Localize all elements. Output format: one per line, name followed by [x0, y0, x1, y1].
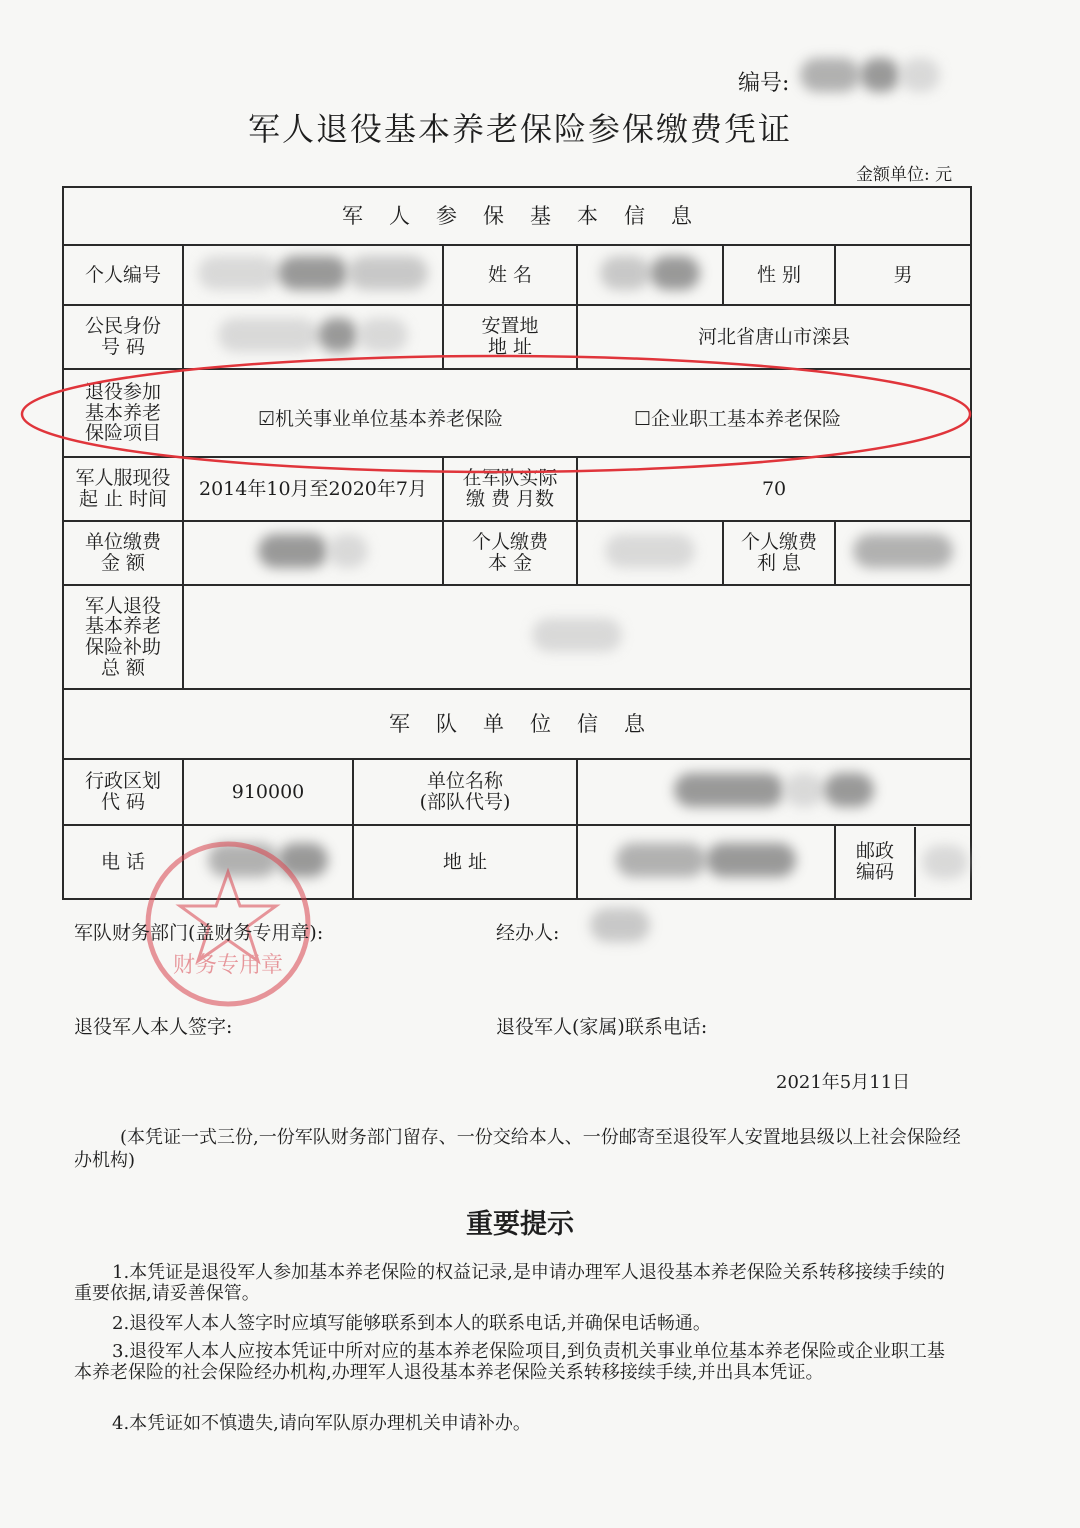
id-card-label-line2: 号 码 [100, 336, 146, 358]
annotation-ellipse [22, 356, 970, 472]
unit-pay-label-line1: 单位缴费 [84, 531, 161, 554]
tip-item-2: 2.退役军人本人签字时应填写能够联系到本人的联系电话,并确保电话畅通。 [112, 1313, 711, 1334]
section-heading-personal: 军人参保基本信息 [63, 187, 971, 245]
subsidy-label-line3: 保险补助 [84, 636, 161, 658]
stamp-text: 财务专用章 [172, 953, 284, 978]
option-enterprise-pension: ☐企业职工基本养老保险 [634, 408, 842, 430]
amount-unit: 金额单位: 元 [856, 165, 953, 185]
paid-months-value: 70 [577, 457, 971, 521]
resettle-label-line1: 安置地 [481, 315, 539, 338]
subsidy-label-line2: 基本养老 [84, 615, 161, 638]
important-tips-title: 重要提示 [466, 1209, 574, 1240]
section-heading-unit: 军队单位信息 [63, 689, 971, 759]
insurance-label-line3: 保险项目 [84, 422, 161, 445]
veteran-signature-label: 退役军人本人签字: [74, 1016, 233, 1038]
unit-pay-label-line2: 金 额 [100, 552, 146, 574]
tip-item-1: 1.本凭证是退役军人参加基本养老保险的权益记录,是申请办理军人退役基本养老保险关系转移接续手续的重要依据,请妥善保管。 [74, 1262, 945, 1304]
id-card-label-line1: 公民身份 [84, 315, 161, 338]
tip-item-4: 4.本凭证如不慎遗失,请向军队原办理机关申请补办。 [112, 1413, 531, 1434]
gender-label: 性 别 [723, 245, 835, 305]
handler-label: 经办人: [496, 922, 560, 944]
service-period-value: 2014年10月至2020年7月 [183, 457, 443, 521]
principal-label-line2: 本 金 [487, 552, 533, 574]
service-label-line2: 起 止 时间 [78, 488, 168, 510]
unit-name-label-line1: 单位名称 [426, 770, 503, 793]
admin-code-value: 910000 [183, 759, 353, 825]
principal-label-line1: 个人缴费 [471, 531, 548, 554]
gender-value: 男 [835, 245, 971, 305]
resettle-value: 河北省唐山市滦县 [577, 305, 971, 369]
phone-label: 电 话 [63, 825, 183, 899]
insurance-label-line1: 退役参加 [84, 381, 161, 404]
interest-label-line2: 利 息 [756, 552, 802, 574]
insurance-label-line2: 基本养老 [84, 401, 161, 424]
admin-label-line2: 代 码 [100, 791, 146, 813]
document-title: 军人退役基本养老保险参保缴费凭证 [247, 110, 792, 148]
personal-id-label: 个人编号 [63, 245, 183, 305]
resettle-label-line2: 地 址 [487, 336, 533, 358]
serial-label: 编号: [738, 71, 790, 96]
address-label: 地 址 [353, 825, 577, 899]
months-label-line2: 缴 费 月数 [465, 488, 555, 510]
subsidy-label-line1: 军人退役 [84, 594, 161, 617]
issue-date: 2021年5月11日 [776, 1072, 911, 1093]
postcode-label-line1: 邮政 [855, 840, 894, 863]
tip-item-3: 3.退役军人本人应按本凭证中所对应的基本养老保险项目,到负责机关事业单位基本养老保险或企业职工基本养老保险的社会保险经办机构,办理军人退役基本养老保险关系转移接续手续,并出具本凭证。 [74, 1341, 945, 1383]
postcode-label-line2: 编码 [855, 861, 894, 883]
service-label-line1: 军人服现役 [75, 467, 171, 490]
admin-label-line1: 行政区划 [84, 770, 161, 793]
interest-label-line1: 个人缴费 [740, 531, 817, 554]
finance-dept-label: 军队财务部门(盖财务专用章): [74, 922, 324, 944]
subsidy-label-line4: 总 额 [100, 656, 146, 679]
unit-name-label-line2: (部队代号) [419, 791, 511, 813]
name-label: 姓 名 [443, 245, 577, 305]
option-institution-pension: ☑机关事业单位基本养老保险 [258, 408, 504, 430]
months-label-line1: 在军队实际 [462, 467, 558, 490]
copies-notice: (本凭证一式三份,一份军队财务部门留存、一份交给本人、一份邮寄至退役军人安置地县级以上社会保险经办机构) [74, 1127, 961, 1171]
redacted-handler [590, 908, 650, 946]
contact-phone-label: 退役军人(家属)联系电话: [496, 1016, 708, 1038]
